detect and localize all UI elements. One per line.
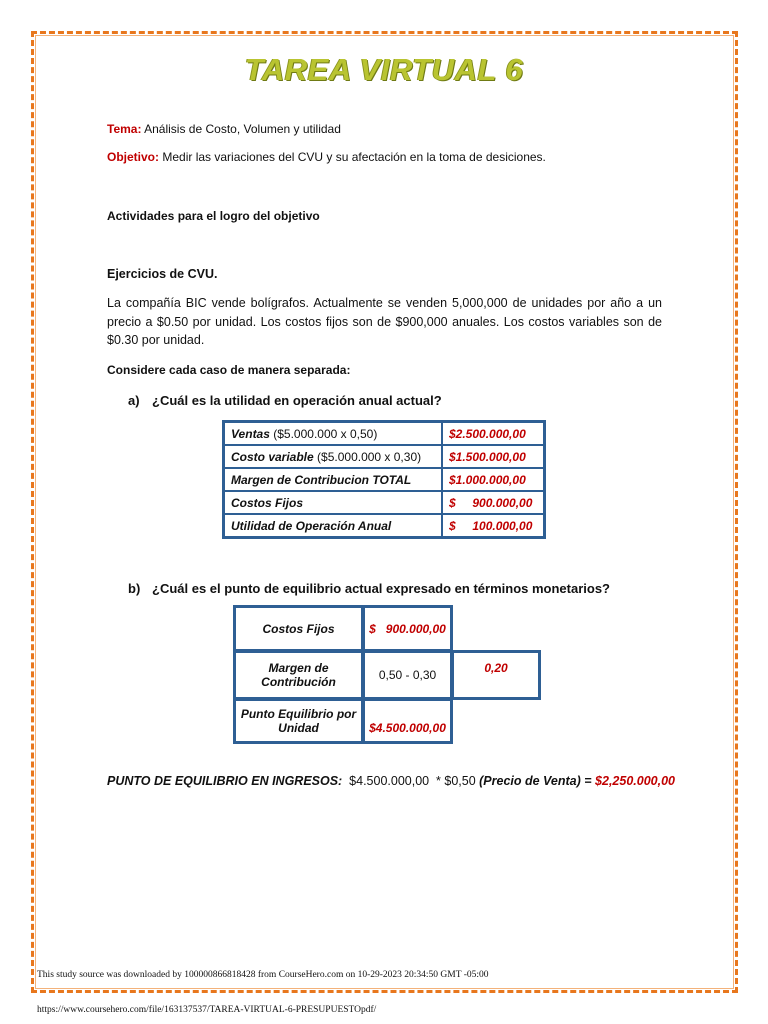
tema-line [107,121,341,137]
row-label: Ventas [231,426,270,441]
table-a-value-cell: $ 100.000,00 [442,514,545,538]
pe-label: PUNTO DE EQUILIBRIO EN INGRESOS: [107,774,343,788]
table-a-value-cell: $2.500.000,00 [442,422,545,446]
question-a-text: ¿Cuál es la utilidad en operación anual actual? [152,393,442,408]
objetivo-label: Objetivo: [107,150,160,164]
ejercicios-heading: Ejercicios de CVU. [107,267,218,281]
table-a [222,420,546,539]
costos-fijos-label: Costos Fijos [233,605,364,652]
row-label: Costos Fijos [231,495,304,510]
objetivo-value: Medir las variaciones del CVU y su afectación en la toma de desiciones. [159,150,546,164]
question-b-text: ¿Cuál es el punto de equilibrio actual expresado en términos monetarios? [152,581,610,596]
objetivo-line [107,149,546,165]
table-a-value-cell: $1.000.000,00 [442,468,545,491]
considere-text: Considere cada caso de manera separada: [107,363,351,377]
pe-calc: $4.500.000,00 * $0,50 [342,774,480,788]
question-a-letter: a) [128,393,140,408]
row-label: Utilidad de Operación Anual [231,518,392,533]
question-b [128,581,610,596]
pe-precio: (Precio de Venta) = [479,774,592,788]
table-a-label-cell [224,514,443,538]
tema-value: Análisis de Costo, Volumen y utilidad [141,122,341,136]
margen-value: 0,20 [451,650,541,700]
row-detail: ($5.000.000 x 0,50) [269,426,378,441]
row-label: Costo variable [231,449,314,464]
table-row [224,468,545,491]
row-label: Margen de Contribucion TOTAL [231,472,412,487]
question-a [128,393,442,408]
table-a-value-cell: $1.500.000,00 [442,445,545,468]
problem-statement: La compañía BIC vende bolígrafos. Actualmente se venden 5,000,000 de unidades por año a un precio a $0.50 por unidad. Los costos fijos son de $900,000 anuales. Los costos variables son de $0.30 por unidad. [107,296,662,347]
margen-calc: 0,50 - 0,30 [362,650,453,700]
actividades-heading: Actividades para el logro del objetivo [107,209,320,223]
table-row [224,422,545,446]
table-row [224,491,545,514]
table-a-label-cell [224,422,443,446]
table-a-label-cell [224,468,443,491]
question-b-letter: b) [128,581,141,596]
table-row [224,445,545,468]
document-title: TAREA VIRTUAL 6 [244,52,524,87]
tema-label: Tema: [107,122,142,136]
table-row [224,514,545,538]
margen-label: Margen de Contribución [233,650,364,700]
punto-equilibrio-ingresos [107,774,675,788]
pe-result: $2,250.000,00 [591,774,675,788]
table-a-value-cell: $ 900.000,00 [442,491,545,514]
table-a-label-cell [224,491,443,514]
costos-fijos-value: $ 900.000,00 [362,605,453,652]
table-a-label-cell [224,445,443,468]
punto-label: Punto Equilibrio por Unidad [233,698,364,744]
punto-value: $4.500.000,00 [362,698,453,744]
source-url[interactable]: https://www.coursehero.com/file/163137537/TAREA-VIRTUAL-6-PRESUPUESTOpdf/ [37,1005,377,1015]
download-notice: This study source was downloaded by 100000866818428 from CourseHero.com on 10-29-2023 20:34:50 GMT -05:00 [37,970,489,980]
row-detail: ($5.000.000 x 0,30) [313,449,422,464]
